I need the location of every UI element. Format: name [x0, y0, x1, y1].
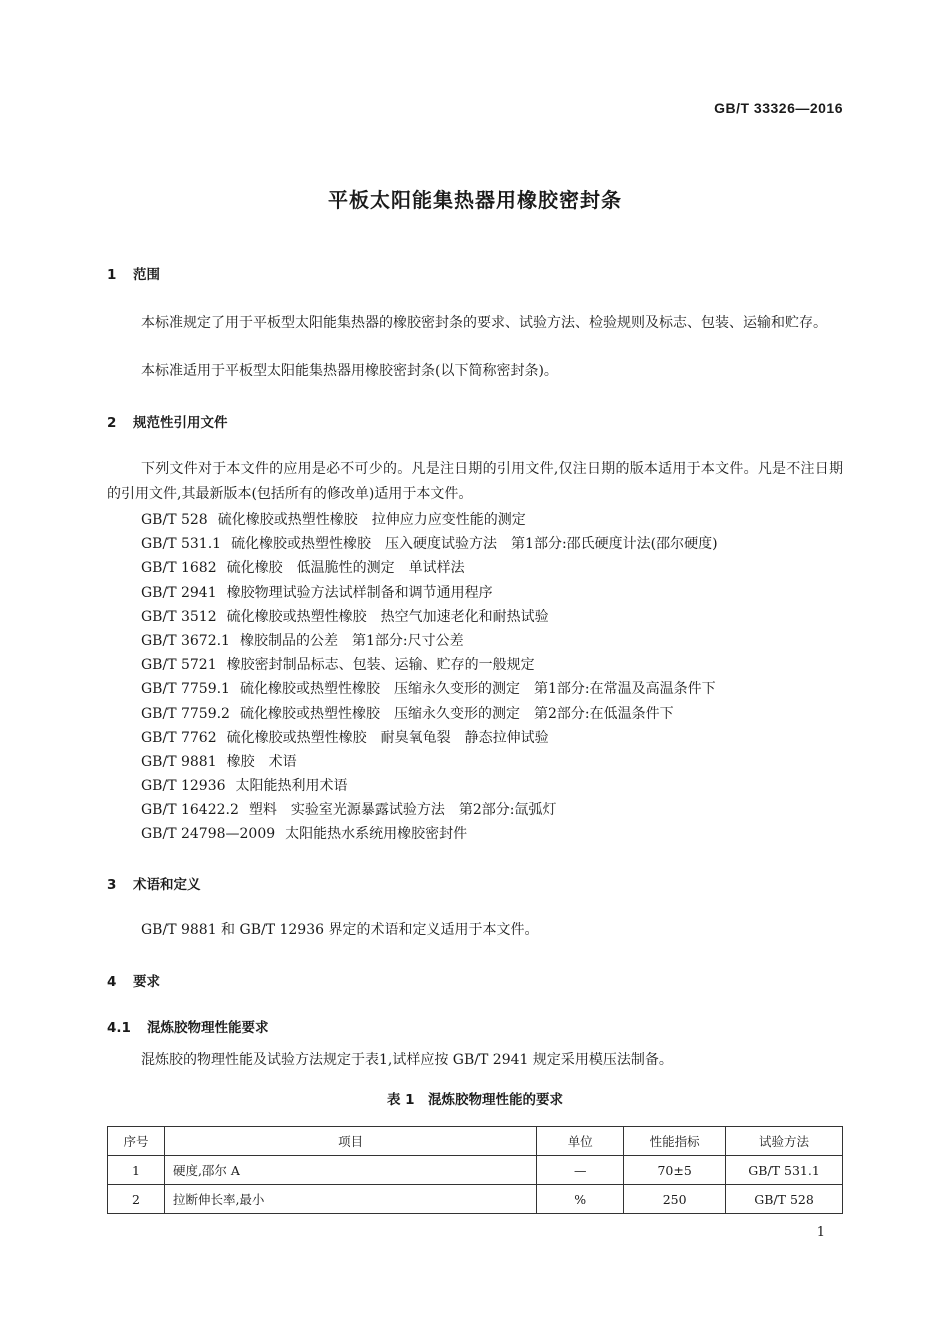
section-1-heading [107, 263, 160, 283]
section-number: 3 [107, 877, 117, 893]
table-cell: — [537, 1156, 624, 1185]
reference-code: GB/T 3672.1 [141, 632, 230, 649]
section-title: 术语和定义 [133, 877, 201, 893]
reference-item [141, 629, 718, 653]
header-cell: 项目 [164, 1127, 536, 1156]
reference-code: GB/T 3512 [141, 608, 217, 625]
reference-item [141, 581, 718, 605]
requirements-table [107, 1126, 843, 1214]
table-cell: GB/T 531.1 [726, 1156, 843, 1185]
reference-item [141, 556, 718, 580]
table-caption: 表 1 混炼胶物理性能的要求 [386, 1092, 564, 1108]
reference-code: GB/T 7759.2 [141, 705, 230, 722]
reference-title: 太阳能热水系统用橡胶密封件 [285, 826, 468, 843]
reference-item [141, 605, 718, 629]
reference-title: 橡胶制品的公差 第1部分:尺寸公差 [239, 632, 464, 649]
table-header-row [108, 1127, 843, 1156]
reference-code: GB/T 531.1 [141, 536, 222, 553]
section-title: 规范性引用文件 [133, 415, 228, 431]
reference-item [141, 750, 718, 774]
section-2-intro: 下列文件对于本文件的应用是必不可少的。凡是注日期的引用文件,仅注日期的版本适用于本文件。凡是不注日期的引用文件,其最新版本(包括所有的修改单)适用于本文件。 [107, 461, 843, 502]
page-number: 1 [816, 1225, 825, 1240]
reference-item [141, 726, 718, 750]
reference-title: 橡胶物理试验方法试样制备和调节通用程序 [226, 584, 493, 601]
reference-title: 塑料 实验室光源暴露试验方法 第2部分:氙弧灯 [248, 802, 557, 819]
reference-item [141, 774, 718, 798]
reference-title: 硫化橡胶 低温脆性的测定 单试样法 [226, 560, 465, 577]
reference-code: GB/T 5721 [141, 657, 217, 674]
reference-title: 橡胶 术语 [226, 753, 297, 770]
section-1-paragraph-2: 本标准适用于平板型太阳能集热器用橡胶密封条(以下简称密封条)。 [141, 363, 558, 379]
table-cell: % [537, 1185, 624, 1214]
table-cell: 2 [108, 1185, 165, 1214]
reference-item [141, 798, 718, 822]
document-title: 平板太阳能集热器用橡胶密封条 [328, 188, 622, 212]
section-2-heading [107, 411, 228, 431]
section-number: 2 [107, 415, 117, 431]
reference-title: 硫化橡胶或热塑性橡胶 压缩永久变形的测定 第1部分:在常温及高温条件下 [239, 681, 716, 698]
reference-list [141, 508, 718, 847]
section-title: 要求 [133, 974, 160, 990]
table-cell: 拉断伸长率,最小 [164, 1185, 536, 1214]
reference-code: GB/T 7759.1 [141, 681, 230, 698]
reference-code: GB/T 7762 [141, 729, 217, 746]
header-cell: 性能指标 [624, 1127, 726, 1156]
section-3-paragraph: GB/T 9881 和 GB/T 12936 界定的术语和定义适用于本文件。 [141, 922, 539, 938]
reference-title: 太阳能热利用术语 [235, 778, 348, 795]
section-4-heading [107, 970, 160, 990]
section-1-paragraph-1: 本标准规定了用于平板型太阳能集热器的橡胶密封条的要求、试验方法、检验规则及标志、包装、运输和贮存。 [141, 315, 827, 331]
section-title: 范围 [133, 267, 160, 283]
table-cell: GB/T 528 [726, 1185, 843, 1214]
table-cell: 1 [108, 1156, 165, 1185]
header-cell: 单位 [537, 1127, 624, 1156]
section-4-1-heading [107, 1016, 269, 1036]
reference-code: GB/T 528 [141, 512, 208, 528]
reference-title: 硫化橡胶或热塑性橡胶 拉伸应力应变性能的测定 [217, 512, 526, 528]
reference-item [141, 677, 718, 701]
table-cell: 250 [624, 1185, 726, 1214]
header-cell: 试验方法 [726, 1127, 843, 1156]
table-cell: 70±5 [624, 1156, 726, 1185]
reference-title: 橡胶密封制品标志、包装、运输、贮存的一般规定 [226, 657, 535, 674]
reference-code: GB/T 12936 [141, 778, 226, 795]
table-row [108, 1185, 843, 1214]
section-4-1-paragraph: 混炼胶的物理性能及试验方法规定于表1,试样应按 GB/T 2941 规定采用模压法制备。 [141, 1052, 673, 1068]
section-number: 1 [107, 267, 117, 283]
reference-item [141, 532, 718, 556]
section-number: 4 [107, 974, 117, 990]
reference-item [141, 822, 718, 846]
reference-code: GB/T 9881 [141, 753, 217, 770]
table-row [108, 1156, 843, 1185]
reference-title: 硫化橡胶或热塑性橡胶 热空气加速老化和耐热试验 [226, 608, 549, 625]
reference-code: GB/T 2941 [141, 584, 217, 601]
reference-item [141, 653, 718, 677]
section-title: 混炼胶物理性能要求 [147, 1020, 269, 1036]
reference-item [141, 702, 718, 726]
reference-code: GB/T 1682 [141, 560, 217, 577]
table-cell: 硬度,邵尔 A [164, 1156, 536, 1185]
header-cell: 序号 [108, 1127, 165, 1156]
standard-code: GB/T 33326—2016 [714, 100, 843, 116]
section-3-heading [107, 873, 201, 893]
reference-item [141, 508, 718, 532]
reference-title: 硫化橡胶或热塑性橡胶 压入硬度试验方法 第1部分:邵氏硬度计法(邵尔硬度) [231, 536, 718, 553]
reference-code: GB/T 24798—2009 [141, 826, 276, 843]
section-number: 4.1 [107, 1020, 131, 1036]
reference-title: 硫化橡胶或热塑性橡胶 压缩永久变形的测定 第2部分:在低温条件下 [239, 705, 674, 722]
reference-code: GB/T 16422.2 [141, 802, 239, 819]
reference-title: 硫化橡胶或热塑性橡胶 耐臭氧龟裂 静态拉伸试验 [226, 729, 549, 746]
